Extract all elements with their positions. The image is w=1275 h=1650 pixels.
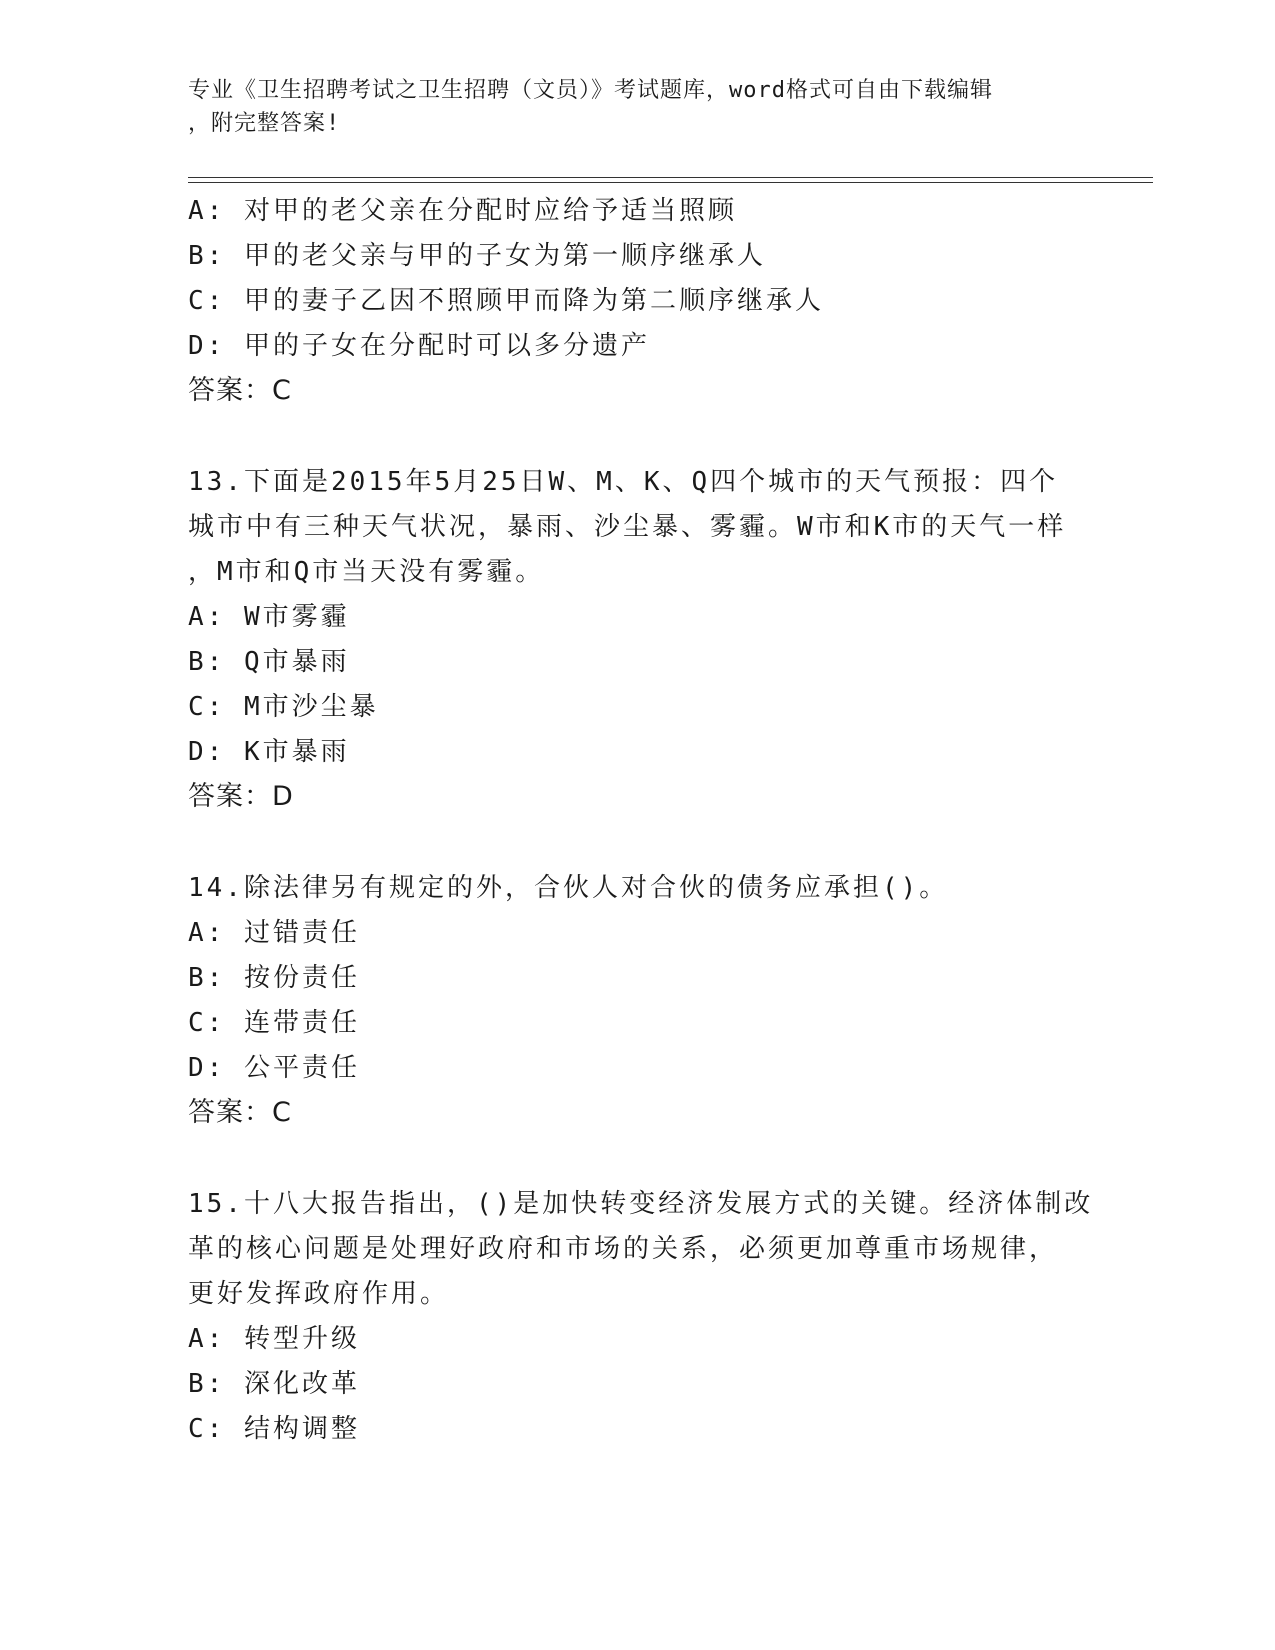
q15-option-c: C: 结构调整 <box>188 1414 360 1444</box>
q12-option-d: D: 甲的子女在分配时可以多分遗产 <box>188 331 650 361</box>
q13-answer: 答案：D <box>188 781 294 812</box>
q12-option-b: B: 甲的老父亲与甲的子女为第一顺序继承人 <box>188 241 766 271</box>
q14-answer: 答案：C <box>188 1097 292 1128</box>
header-line-2: ，附完整答案! <box>188 111 341 136</box>
q14-option-a: A: 过错责任 <box>188 918 360 948</box>
header-divider-bottom <box>188 182 1153 183</box>
q12-option-a: A: 对甲的老父亲在分配时应给予适当照顾 <box>188 196 737 226</box>
q13-option-c: C: M市沙尘暴 <box>188 692 379 722</box>
q13-stem-line-3: ，M市和Q市当天没有雾霾。 <box>188 557 545 587</box>
q12-answer: 答案：C <box>188 375 292 406</box>
q15-stem-line-1: 15.十八大报告指出，()是加快转变经济发展方式的关键。经济体制改 <box>188 1189 1094 1219</box>
q15-stem-line-2: 革的核心问题是处理好政府和市场的关系，必须更加尊重市场规律， <box>188 1234 1059 1264</box>
q13-stem-line-2: 城市中有三种天气状况，暴雨、沙尘暴、雾霾。W市和K市的天气一样 <box>188 512 1067 542</box>
header-divider-top <box>188 177 1153 178</box>
q12-option-c: C: 甲的妻子乙因不照顾甲而降为第二顺序继承人 <box>188 286 824 316</box>
document-header <box>188 74 1068 140</box>
q14-option-b: B: 按份责任 <box>188 963 360 993</box>
q13-option-b: B: Q市暴雨 <box>188 647 350 677</box>
q14-option-c: C: 连带责任 <box>188 1008 360 1038</box>
q15-stem-line-3: 更好发挥政府作用。 <box>188 1279 450 1309</box>
q13-option-a: A: W市雾霾 <box>188 602 350 632</box>
q15-option-a: A: 转型升级 <box>188 1324 360 1354</box>
q15-option-b: B: 深化改革 <box>188 1369 360 1399</box>
q13-stem-line-1: 13.下面是2015年5月25日W、M、K、Q四个城市的天气预报：四个 <box>188 467 1059 497</box>
q13-option-d: D: K市暴雨 <box>188 737 350 767</box>
q14-option-d: D: 公平责任 <box>188 1053 360 1083</box>
header-line-1: 专业《卫生招聘考试之卫生招聘（文员）》考试题库，word格式可自由下载编辑 <box>188 78 993 103</box>
q14-stem-line-1: 14.除法律另有规定的外，合伙人对合伙的债务应承担()。 <box>188 873 949 903</box>
